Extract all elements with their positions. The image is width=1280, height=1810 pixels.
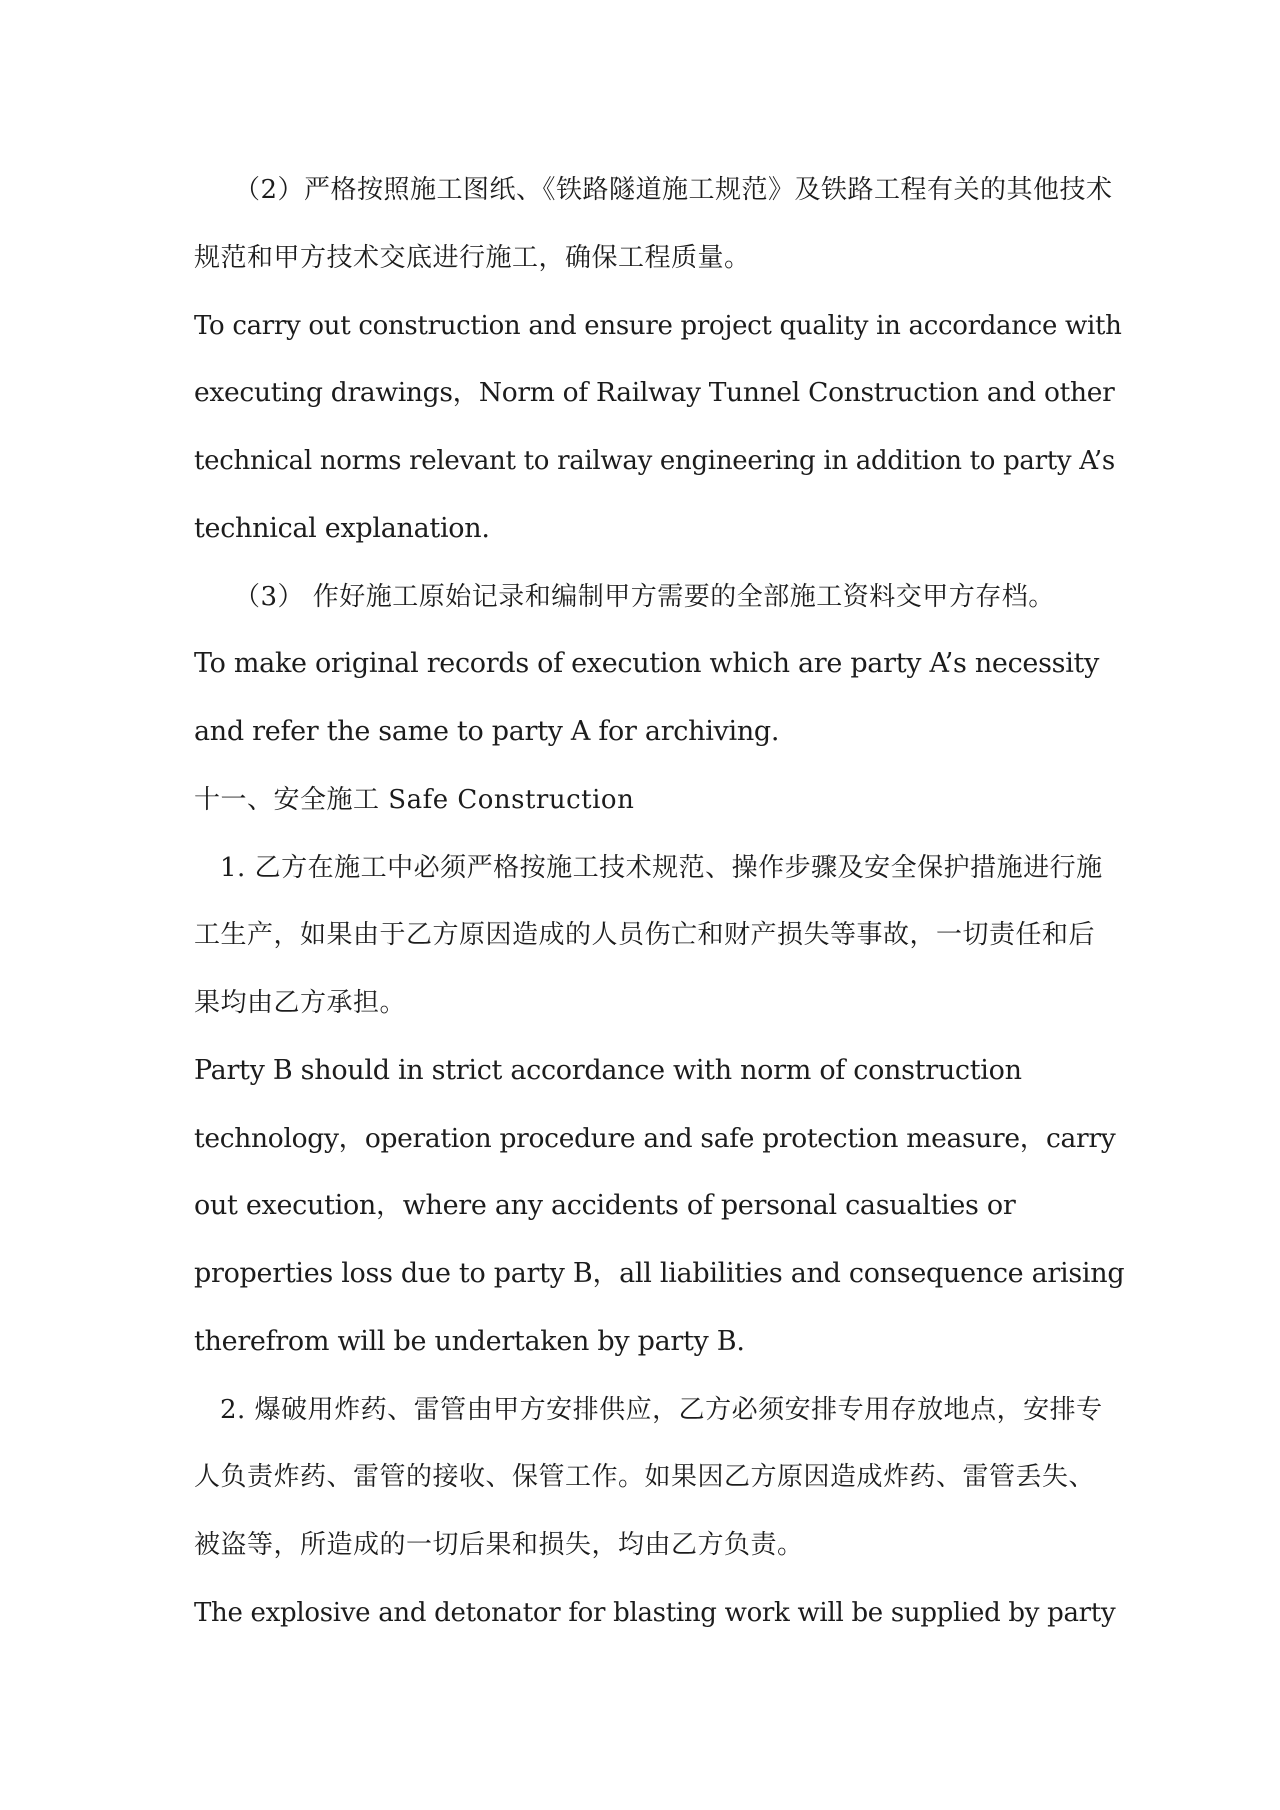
item-1-cn-line-2: 工生产，如果由于乙方原因造成的人员伤亡和财产损失等事故，一切责任和后 — [194, 920, 1096, 950]
item-1-en-line-2: technology，operation procedure and safe protection measure，carry — [194, 1123, 1116, 1154]
item-2-cn-line-1: 2. 爆破用炸药、雷管由甲方安排供应，乙方必须安排专用存放地点，安排专 — [220, 1395, 1103, 1425]
item-2-cn-line-3: 被盗等，所造成的一切后果和损失，均由乙方负责。 — [194, 1530, 804, 1560]
clause-3-cn-line-1: （3） 作好施工原始记录和编制甲方需要的全部施工资料交甲方存档。 — [234, 582, 1055, 612]
clause-2-en-line-4: technical explanation. — [194, 513, 490, 544]
item-1-en-line-4: properties loss due to party B，all liabilities and consequence arising — [194, 1258, 1125, 1289]
item-1-en-line-3: out execution，where any accidents of personal casualties or — [194, 1190, 1016, 1221]
section-11-heading: 十一、安全施工 Safe Construction — [194, 785, 635, 815]
item-1-en-line-1: Party B should in strict accordance with norm of construction — [194, 1055, 1022, 1086]
clause-2-en-line-1: To carry out construction and ensure project quality in accordance with — [194, 311, 1122, 341]
clause-2-cn-line-1: （2）严格按照施工图纸、《铁路隧道施工规范》及铁路工程有关的其他技术 — [234, 175, 1113, 205]
item-2-cn-line-2: 人负责炸药、雷管的接收、保管工作。如果因乙方原因造成炸药、雷管丢失、 — [194, 1462, 1096, 1492]
clause-2-en-line-3: technical norms relevant to railway engineering in addition to party A’s — [194, 446, 1115, 476]
item-1-en-line-5: therefrom will be undertaken by party B. — [194, 1326, 745, 1357]
clause-3-en-line-2: and refer the same to party A for archiving. — [194, 716, 780, 747]
clause-2-en-line-2: executing drawings，Norm of Railway Tunnel Construction and other — [194, 377, 1115, 408]
clause-3-en-line-1: To make original records of execution which are party A’s necessity — [194, 648, 1100, 679]
clause-2-cn-line-2: 规范和甲方技术交底进行施工，确保工程质量。 — [194, 243, 751, 273]
item-2-en-line-1: The explosive and detonator for blasting work will be supplied by party — [194, 1598, 1116, 1628]
item-1-cn-line-3: 果均由乙方承担。 — [194, 988, 407, 1018]
item-1-cn-line-1: 1. 乙方在施工中必须严格按施工技术规范、操作步骤及安全保护措施进行施 — [220, 853, 1103, 883]
